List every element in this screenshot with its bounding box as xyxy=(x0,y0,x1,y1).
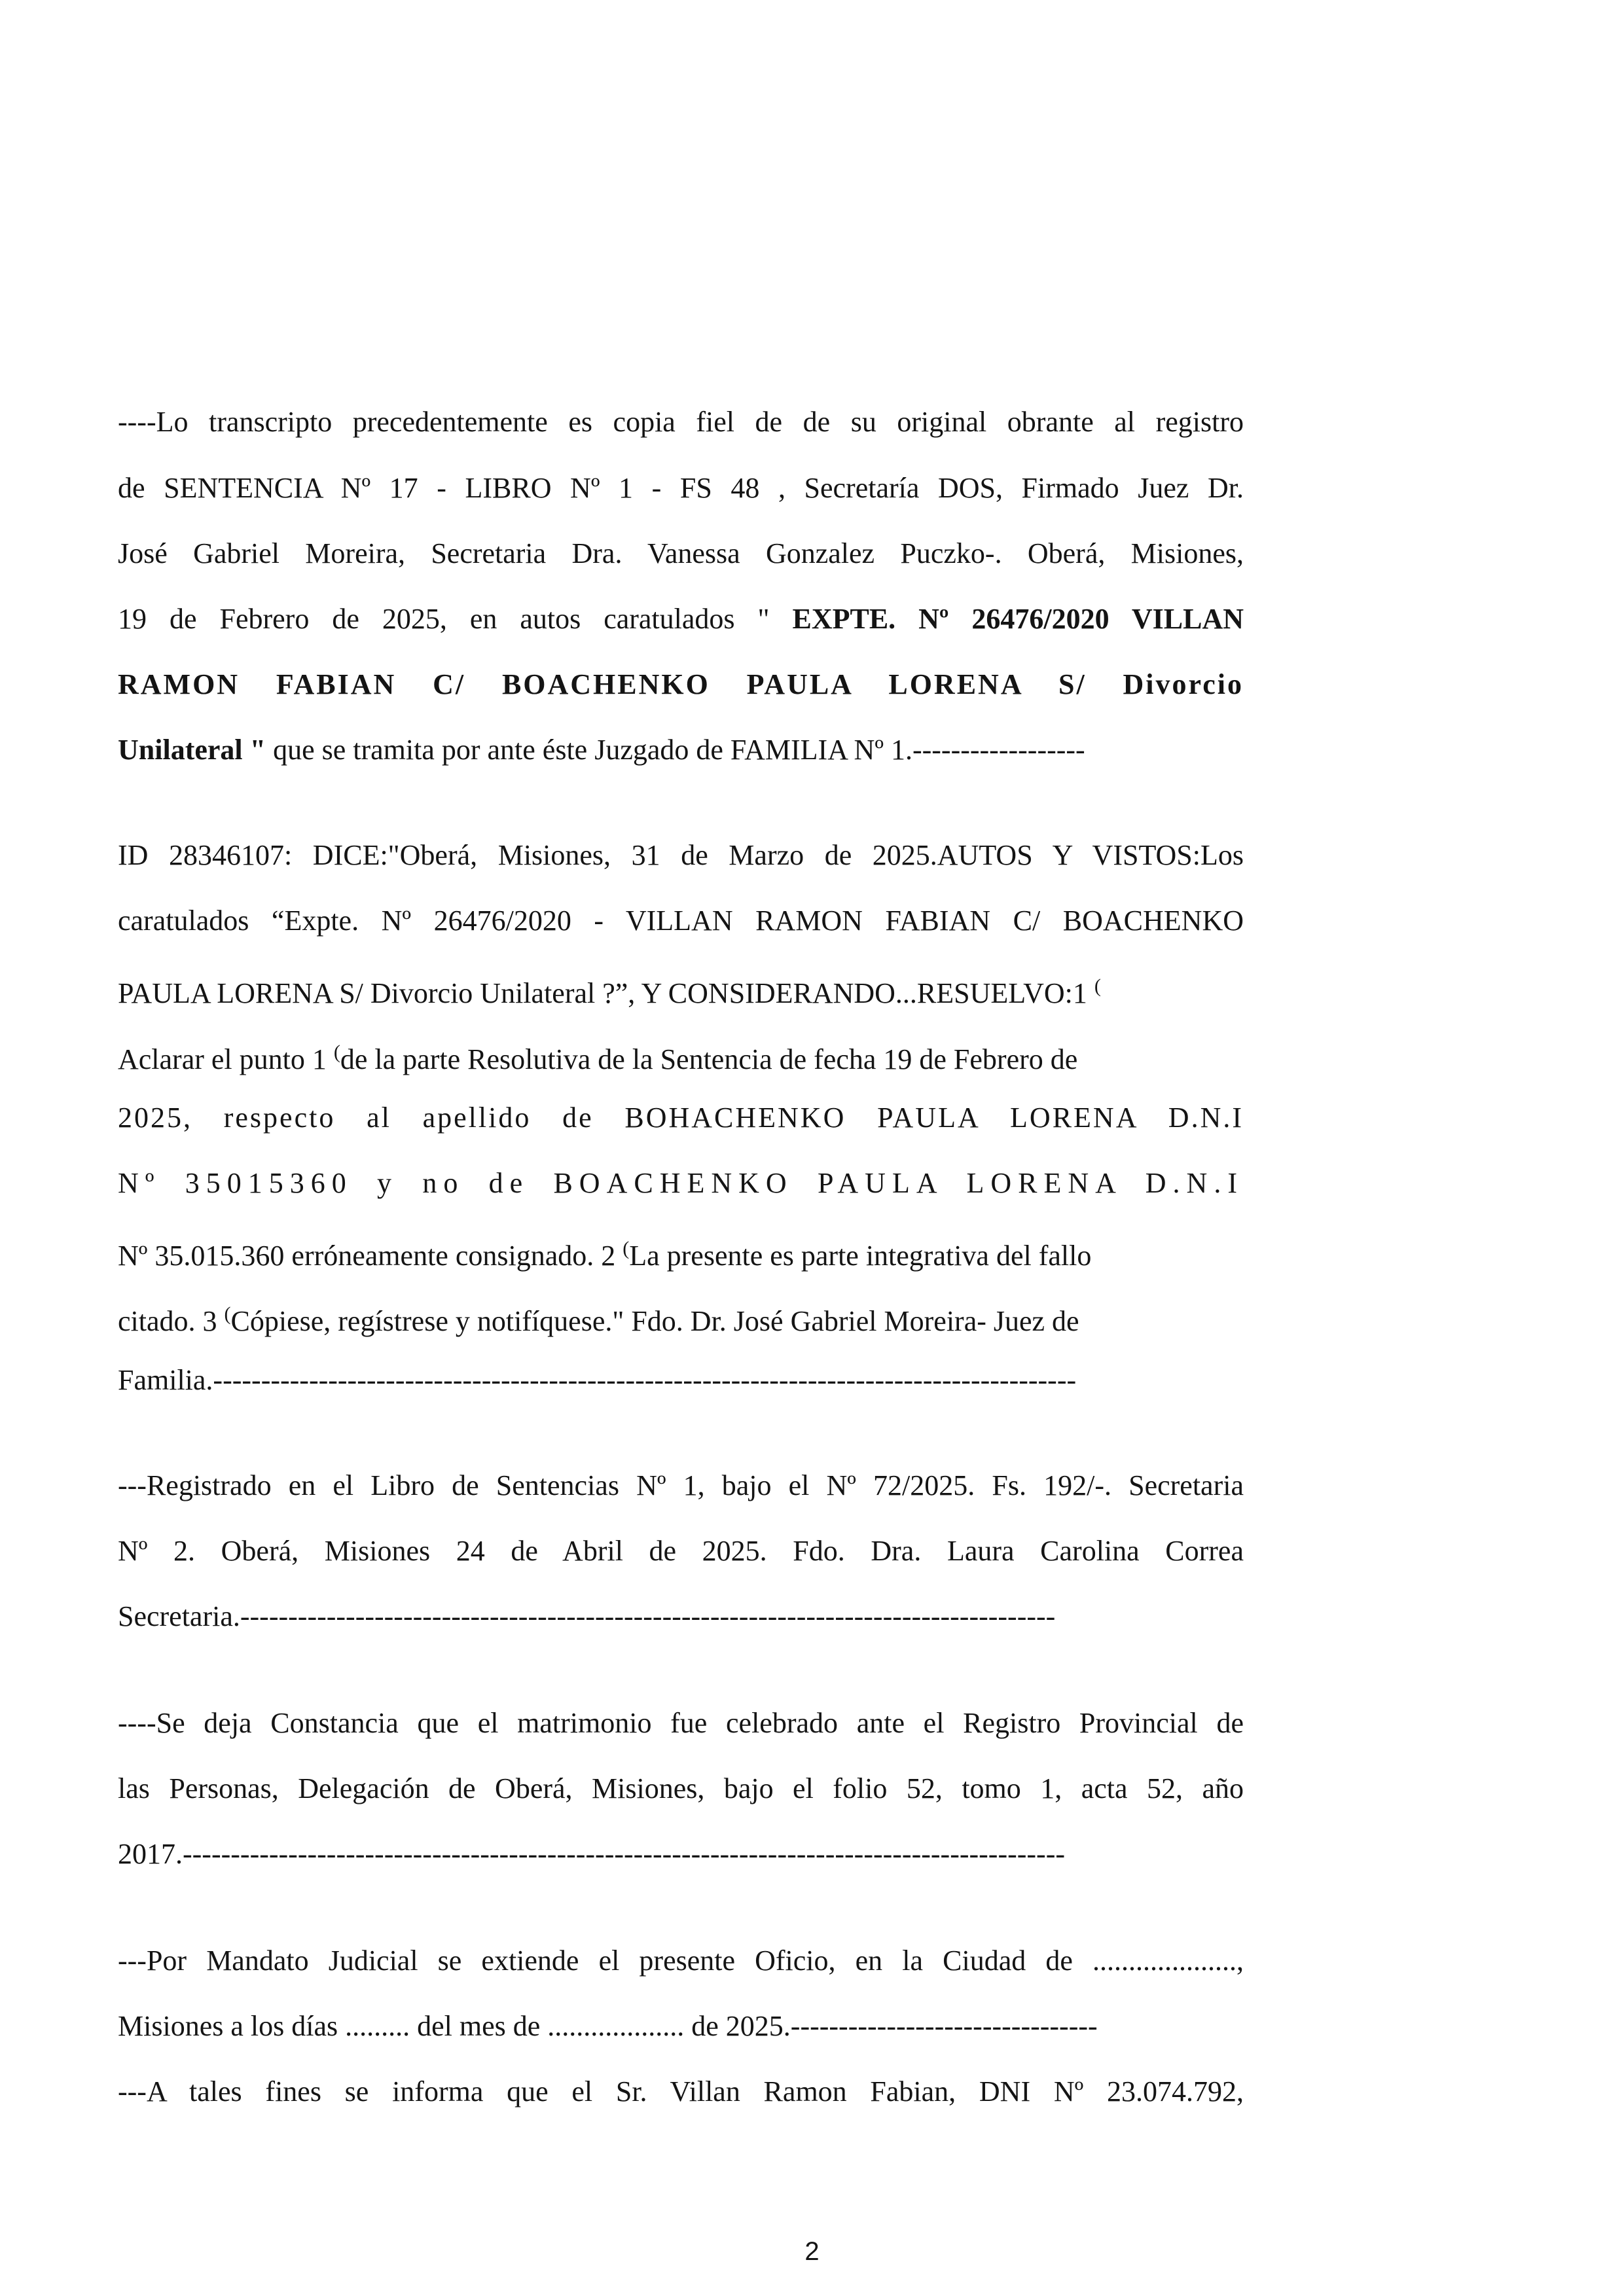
para2-line5: 2025, respecto al apellido de BOHACHENKO PAULA LORENA D.N.I xyxy=(118,1102,1244,1134)
case-number: EXPTE. Nº 26476/2020 VILLAN xyxy=(792,603,1244,635)
paren-mark: ( xyxy=(1094,975,1101,997)
para2-line8 xyxy=(118,1295,1244,1341)
para2-line7 xyxy=(118,1229,1244,1276)
para2-line6: Nº 35015360 y no de BOACHENKO PAULA LORENA D.N.I xyxy=(118,1167,1244,1199)
para2-line4-a: Aclarar el punto 1 xyxy=(118,1043,334,1075)
para3-line1: ---Registrado en el Libro de Sentencias Nº 1, bajo el Nº 72/2025. Fs. 192/-. Secretaria xyxy=(118,1469,1244,1501)
para2-line9: Familia.------------------------------------------------------------------------------------------ xyxy=(118,1364,1077,1396)
para2-line4 xyxy=(118,1033,1244,1079)
para2-line3-text: PAULA LORENA S/ Divorcio Unilateral ?”, Y CONSIDERANDO...RESUELVO:1 xyxy=(118,977,1087,1009)
para2-line2: caratulados “Expte. Nº 26476/2020 - VILLAN RAMON FABIAN C/ BOACHENKO xyxy=(118,905,1244,937)
para2-line8-a: citado. 3 xyxy=(118,1305,225,1337)
para3-line3: Secretaria.------------------------------------------------------------------------------------- xyxy=(118,1600,1056,1632)
para2-line3 xyxy=(118,967,1244,1013)
para1-line1: ----Lo transcripto precedentemente es copia fiel de de su original obrante al registro xyxy=(118,406,1244,438)
para4-line2: las Personas, Delegación de Oberá, Misiones, bajo el folio 52, tomo 1, acta 52, año xyxy=(118,1772,1244,1804)
para5-line3: ---A tales fines se informa que el Sr. Villan Ramon Fabian, DNI Nº 23.074.792, xyxy=(118,2075,1244,2108)
paren-mark: ( xyxy=(333,1041,340,1063)
para1-line4 xyxy=(118,600,1244,639)
case-title-end: Unilateral " xyxy=(118,734,266,766)
para1-line3: José Gabriel Moreira, Secretaria Dra. Vanessa Gonzalez Puczko-. Oberá, Misiones, xyxy=(118,537,1244,569)
para1-line6-text: que se tramita por ante éste Juzgado de FAMILIA Nº 1.------------------ xyxy=(266,734,1085,766)
para1-line2: de SENTENCIA Nº 17 - LIBRO Nº 1 - FS 48 , Secretaría DOS, Firmado Juez Dr. xyxy=(118,472,1244,504)
para5-line2: Misiones a los días ......... del mes de ................... de 2025.-------------------------------- xyxy=(118,2010,1098,2042)
para2-line7-b: La presente es parte integrativa del fallo xyxy=(629,1240,1092,1272)
page-number: 2 xyxy=(804,2237,820,2266)
para2-line1: ID 28346107: DICE:"Oberá, Misiones, 31 de Marzo de 2025.AUTOS Y VISTOS:Los xyxy=(118,839,1244,871)
para3-line2: Nº 2. Oberá, Misiones 24 de Abril de 2025. Fdo. Dra. Laura Carolina Correa xyxy=(118,1535,1244,1567)
para2-line4-b: de la parte Resolutiva de la Sentencia de fecha 19 de Febrero de xyxy=(340,1043,1078,1075)
para5-line1: ---Por Mandato Judicial se extiende el presente Oficio, en la Ciudad de ...................., xyxy=(118,1945,1244,1977)
para4-line1: ----Se deja Constancia que el matrimonio fue celebrado ante el Registro Provincial de xyxy=(118,1707,1244,1739)
para2-line8-b: Cópiese, regístrese y notifíquese." Fdo. Dr. José Gabriel Moreira- Juez de xyxy=(230,1305,1079,1337)
para1-line4-text: 19 de Febrero de 2025, en autos caratulados " xyxy=(118,603,793,635)
paren-mark: ( xyxy=(224,1303,231,1325)
para1-line6 xyxy=(118,730,1244,770)
case-title: RAMON FABIAN C/ BOACHENKO PAULA LORENA S/ Divorcio xyxy=(118,668,1244,700)
para2-line7-a: Nº 35.015.360 erróneamente consignado. 2 xyxy=(118,1240,623,1272)
para4-line3: 2017.-------------------------------------------------------------------------------------------- xyxy=(118,1838,1066,1870)
paren-mark: ( xyxy=(623,1238,630,1259)
